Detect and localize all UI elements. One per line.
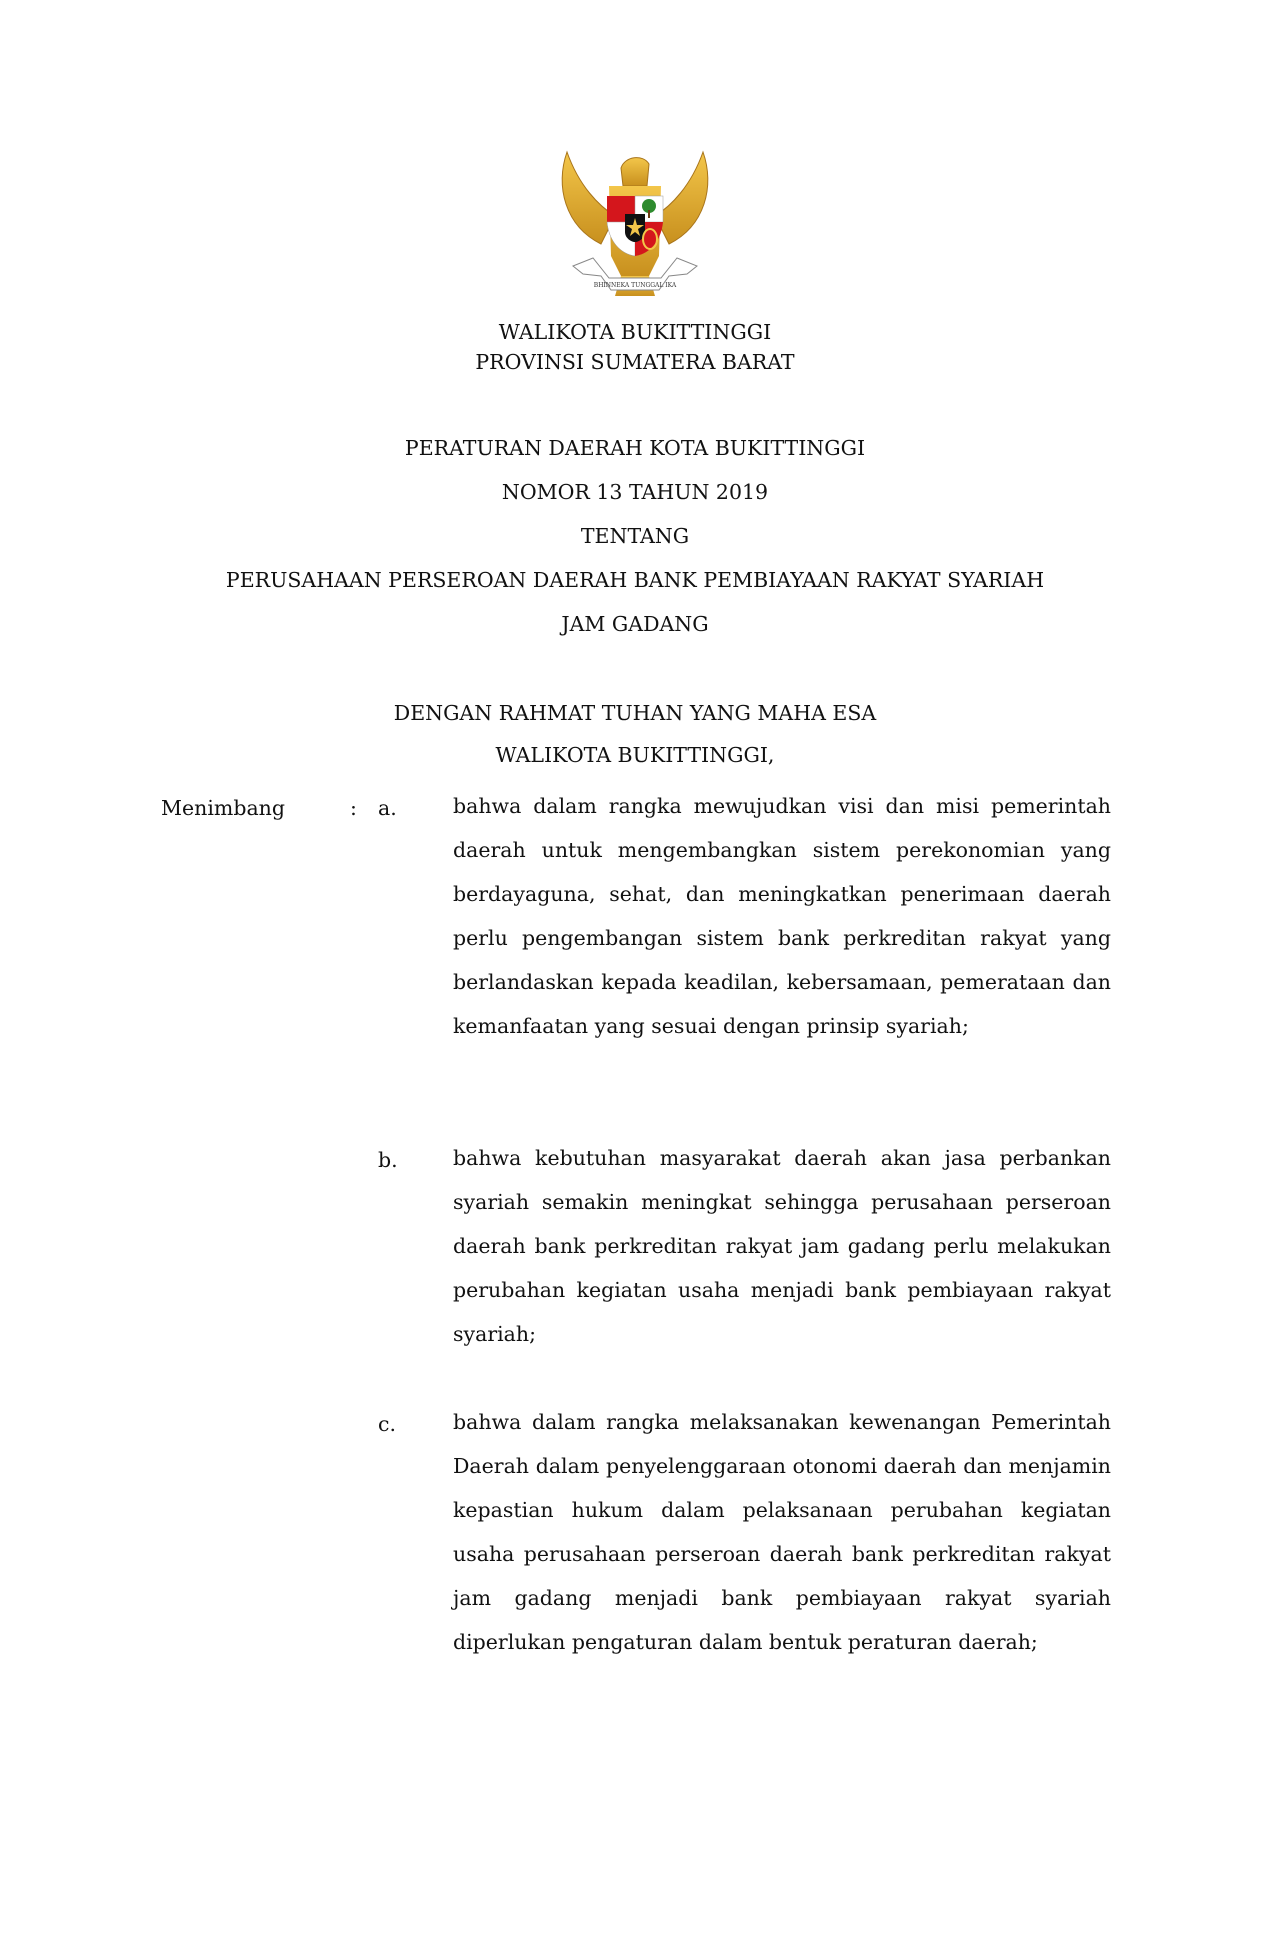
title-line-4: PERUSAHAAN PERSEROAN DAERAH BANK PEMBIAYAAN RAKYAT SYARIAH: [225, 568, 1045, 592]
svg-text:BHINNEKA TUNGGAL IKA: BHINNEKA TUNGGAL IKA: [593, 282, 677, 289]
title-line-3: TENTANG: [580, 524, 690, 548]
item-text: bahwa dalam rangka melaksanakan kewenangan Pemerintah Daerah dalam penyelenggaraan otonomi daerah dan menjamin kepastian hukum dalam pelaksanaan perubahan kegiatan usaha perusahaan perseroan daerah bank perkreditan rakyat jam gadang menjadi bank pembiayaan rakyat syariah diperlukan pengaturan dalam bentuk peraturan daerah;: [453, 1410, 1111, 1654]
title-line-5: JAM GADANG: [561, 612, 709, 636]
item-letter: c.: [378, 1412, 396, 1436]
header-line-1: WALIKOTA BUKITTINGGI: [498, 320, 772, 344]
header-line-2: PROVINSI SUMATERA BARAT: [475, 350, 795, 374]
title-line-2: NOMOR 13 TAHUN 2019: [501, 480, 769, 504]
item-letter: b.: [378, 1148, 398, 1172]
title-line-1: PERATURAN DAERAH KOTA BUKITTINGGI: [404, 436, 866, 460]
preamble-line-1: DENGAN RAHMAT TUHAN YANG MAHA ESA: [393, 701, 877, 725]
item-letter: a.: [378, 796, 397, 820]
menimbang-colon: :: [350, 796, 357, 820]
preamble-line-2: WALIKOTA BUKITTINGGI,: [495, 743, 775, 767]
item-text: bahwa kebutuhan masyarakat daerah akan jasa perbankan syariah semakin meningkat sehingga perusahaan perseroan daerah bank perkreditan rakyat jam gadang perlu melakukan perubahan kegiatan usaha menjadi bank pembiayaan rakyat syariah;: [453, 1146, 1111, 1346]
garuda-emblem-icon: [559, 146, 711, 304]
menimbang-label: Menimbang: [161, 796, 285, 820]
item-text: bahwa dalam rangka mewujudkan visi dan misi pemerintah daerah untuk mengembangkan sistem perekonomian yang berdayaguna, sehat, dan meningkatkan penerimaan daerah perlu pengembangan sistem bank perkreditan rakyat yang berlandaskan kepada keadilan, kebersamaan, pemerataan dan kemanfaatan yang sesuai dengan prinsip syariah;: [453, 794, 1111, 1038]
